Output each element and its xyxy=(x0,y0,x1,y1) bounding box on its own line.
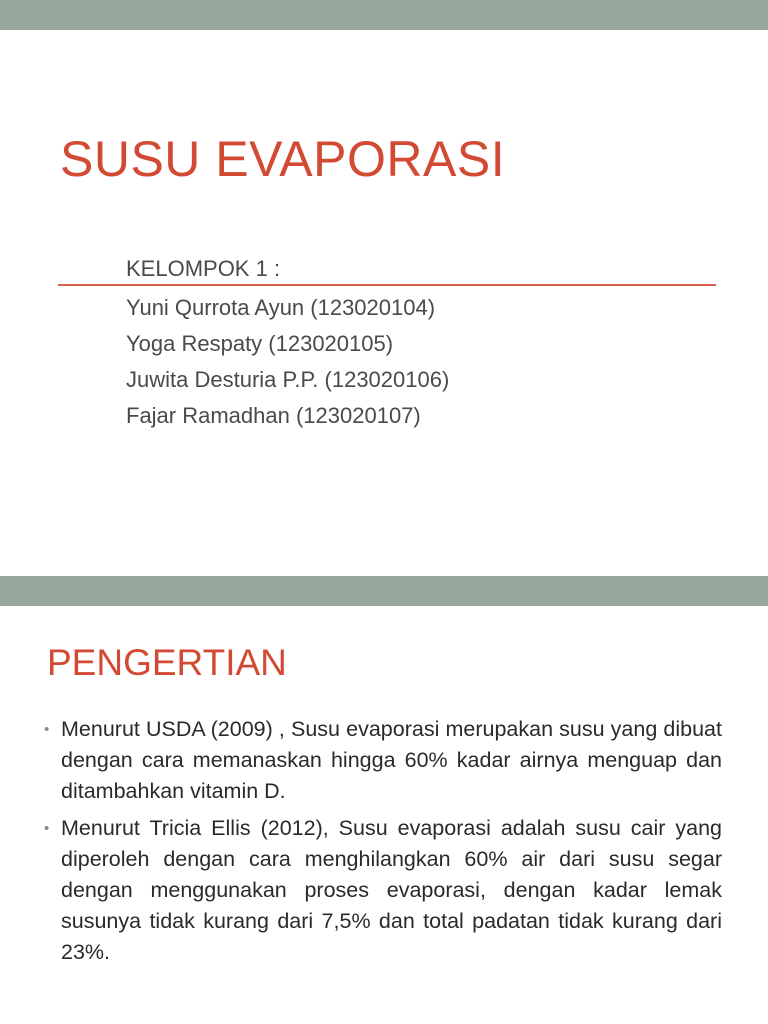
top-band xyxy=(0,0,768,30)
bullet-list xyxy=(44,714,722,974)
slide-title: SUSU EVAPORASI xyxy=(60,131,506,187)
bullet-item xyxy=(44,714,722,807)
section-heading: PENGERTIAN xyxy=(47,642,287,683)
group-label: KELOMPOK 1 : xyxy=(126,256,281,281)
member-item: Fajar Ramadhan (123020107) xyxy=(126,403,421,428)
definition-slide xyxy=(0,576,768,1024)
bullet-text: Menurut USDA (2009) , Susu evaporasi merupakan susu yang dibuat dengan cara memanaskan hingga 60% kadar airnya menguap dan ditambahkan vitamin D. xyxy=(61,717,722,803)
top-band xyxy=(0,576,768,606)
bullet-icon: • xyxy=(44,721,50,738)
bullet-item xyxy=(44,813,722,968)
member-item: Yuni Qurrota Ayun (123020104) xyxy=(126,295,436,320)
member-item: Juwita Desturia P.P. (123020106) xyxy=(126,367,450,392)
bullet-icon: • xyxy=(44,820,50,837)
bullet-text: Menurut Tricia Ellis (2012), Susu evaporasi adalah susu cair yang diperoleh dengan cara menghilangkan 60% air dari susu segar dengan menggunakan proses evaporasi, dengan kadar lemak susunya tidak kurang dari 7,5% dan total padatan tidak kurang dari 23%. xyxy=(61,816,722,964)
title-divider xyxy=(58,284,716,286)
member-item: Yoga Respaty (123020105) xyxy=(126,331,394,356)
member-list xyxy=(126,290,449,434)
